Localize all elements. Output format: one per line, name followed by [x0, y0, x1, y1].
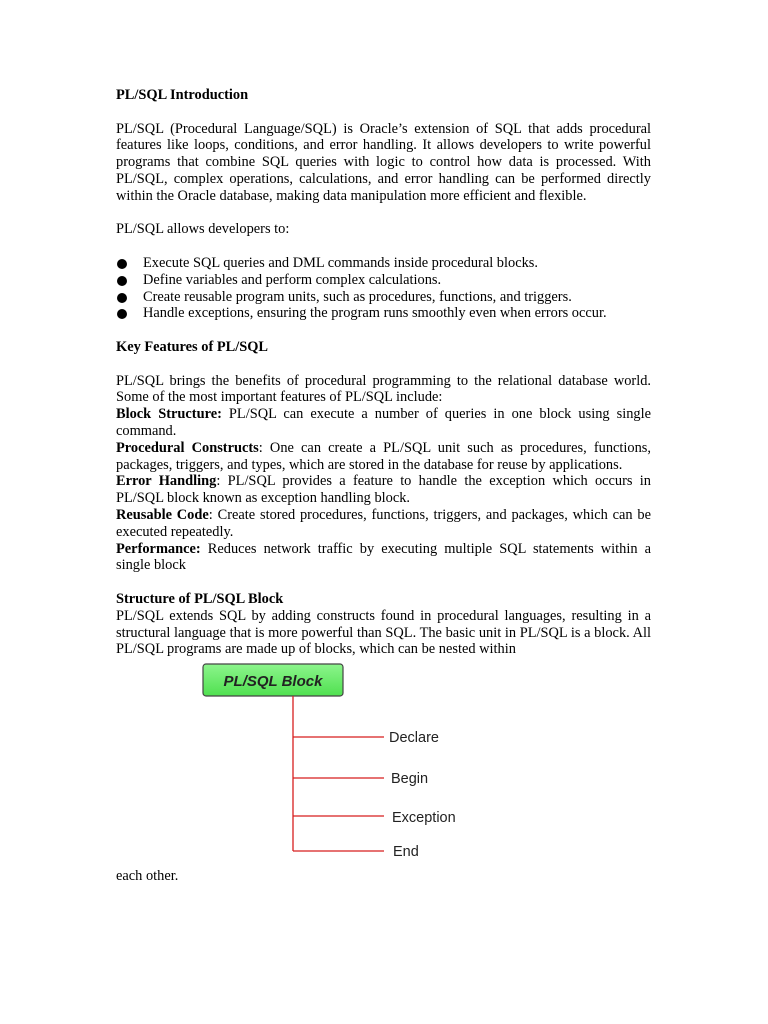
- list-item: [116, 255, 651, 272]
- bullet-icon: [117, 259, 127, 269]
- feature-desc: : One can create a PL/SQL unit such as procedures, functions, packages, triggers, and types, which are stored in the database for reuse by applications.: [116, 439, 651, 473]
- structure-paragraph-end: each other.: [116, 868, 179, 885]
- bullet-icon: [117, 309, 127, 319]
- feature-term: Error Handling: [116, 473, 217, 490]
- intro-paragraph: PL/SQL (Procedural Language/SQL) is Oracle’s extension of SQL that adds procedural features like loops, conditions, and error handling. It allows developers to write powerful programs that combine SQL queries with logic to control how data is processed. With PL/SQL, complex operations, calculations, and error handling can be performed directly within the Oracle database, making data manipulation more efficient and flexible.: [116, 120, 651, 204]
- list-item: [116, 272, 651, 289]
- feature-list: [116, 406, 651, 574]
- allows-text: PL/SQL allows developers to:: [116, 221, 290, 238]
- child-label-end: End: [393, 844, 419, 861]
- intro-title: PL/SQL Introduction: [116, 87, 249, 103]
- features-title: Key Features of PL/SQL: [116, 338, 269, 355]
- feature-item: [116, 406, 651, 440]
- feature-item: [116, 507, 651, 541]
- feature-item: [116, 541, 651, 575]
- features-intro: PL/SQL brings the benefits of procedural programming to the relational database world. Some of the most important features of PL/SQL include:: [116, 372, 651, 406]
- feature-item: [116, 473, 651, 507]
- feature-term: Block Structure:: [116, 406, 222, 423]
- bullet-text: Execute SQL queries and DML commands inside procedural blocks.: [143, 254, 538, 271]
- root-label: PL/SQL Block: [223, 673, 323, 691]
- structure-title: Structure of PL/SQL Block: [116, 590, 284, 607]
- plsql-block-diagram: [116, 658, 651, 868]
- bullet-icon: [117, 293, 127, 303]
- feature-term: Procedural Constructs: [116, 439, 259, 456]
- feature-desc: PL/SQL can execute a number of queries in one block using single command.: [116, 406, 651, 439]
- structure-paragraph: PL/SQL extends SQL by adding constructs found in procedural languages, resulting in a structural language that is more powerful than SQL. The basic unit in PL/SQL is a block. All PL/SQL programs are made up of blocks, which can be nested within: [116, 607, 651, 658]
- list-item: [116, 305, 651, 322]
- feature-desc: : Create stored procedures, functions, triggers, and packages, which can be executed repeatedly.: [116, 506, 652, 540]
- feature-desc: : PL/SQL provides a feature to handle the exception which occurs in PL/SQL block known as exception handling block.: [116, 473, 652, 507]
- feature-term: Reusable Code: [116, 506, 209, 523]
- feature-term: Performance:: [116, 540, 201, 557]
- bullet-icon: [117, 276, 127, 286]
- child-label-declare: Declare: [389, 730, 439, 747]
- diagram-svg: [116, 658, 651, 868]
- feature-item: [116, 440, 651, 474]
- list-item: [116, 289, 651, 306]
- bullet-text: Handle exceptions, ensuring the program runs smoothly even when errors occur.: [143, 305, 607, 322]
- bullet-text: Define variables and perform complex calculations.: [143, 271, 442, 288]
- child-label-begin: Begin: [391, 771, 429, 788]
- bullet-list: [116, 255, 651, 322]
- child-label-exception: Exception: [392, 810, 456, 827]
- document-page: [116, 87, 651, 885]
- bullet-text: Create reusable program units, such as procedures, functions, and triggers.: [143, 288, 572, 305]
- feature-desc: Reduces network traffic by executing multiple SQL statements within a single block: [116, 540, 651, 574]
